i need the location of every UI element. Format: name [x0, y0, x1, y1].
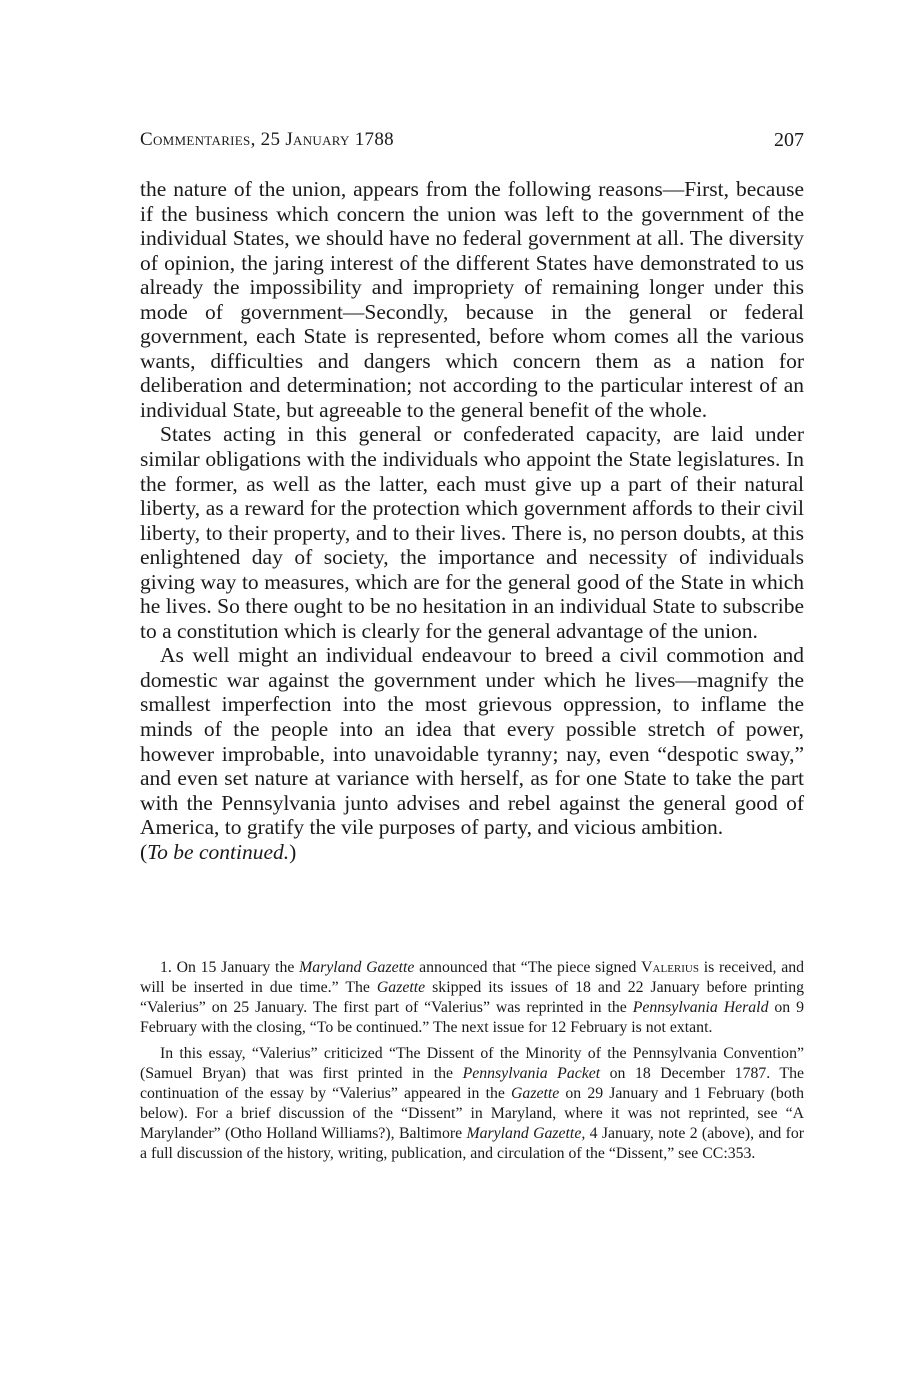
note-2-text: on 18 December 1787. The continuation of the essay by “Valerius” appeared in the [140, 1065, 804, 1102]
continued-open-paren: ( [140, 839, 148, 864]
note-1-text: skipped its issues of 18 and 22 January before printing “Valerius” on 25 January. The first part of “Valerius” was reprinted in the [140, 979, 804, 1016]
paragraph-3: As well might an individual endeavour to breed a civil commotion and domestic war against the government under which he lives—magnify the smallest imperfection into the most grievous oppression, to inflame the minds of the people into an idea that every possible stretch of power, however improbable, into unavoidable tyranny; nay, even “despotic sway,” and even set nature at variance with herself, as for one State to take the part with the Pennsylvania junto advises and rebel against the general good of America, to gratify the vile purposes of party, and vicious ambition. [140, 643, 804, 840]
note-2-text: on 29 January and 1 February (both below). For a brief discussion of the “Dissent” in Maryland, where it was not reprinted, see “A Marylander” (Otho Holland Williams?), Baltimore [140, 1085, 804, 1142]
note-2-title-gazette: Gazette [511, 1085, 560, 1102]
to-be-continued [140, 840, 804, 865]
note-1-text: on 9 February with the closing, “To be continued.” The next issue for 12 February is not extant. [140, 999, 805, 1036]
editorial-notes [140, 958, 804, 1170]
note-1-title-pennsylvania-herald: Pennsylvania Herald [632, 999, 769, 1016]
note-2-text: In this essay, “Valerius” criticized “The Dissent of the Minority of the Pennsylvania Convention” (Samuel Bryan) that was first printed in the [140, 1045, 804, 1082]
note-2 [140, 1044, 804, 1164]
main-text [140, 177, 804, 864]
note-1-title-maryland-gazette: Maryland Gazette [299, 959, 415, 976]
running-title: Commentaries, 25 January 1788 [140, 129, 394, 150]
continued-text: To be continued. [147, 839, 290, 864]
continued-close-paren: ) [289, 839, 297, 864]
note-1-valerius: Valerius [641, 959, 699, 976]
note-1-text: is received, and will be inserted in due time.” The [140, 959, 804, 996]
note-2-title-maryland-gazette: Maryland Gazette, [466, 1125, 586, 1142]
page-number: 207 [774, 129, 804, 151]
note-2-title-pennsylvania-packet: Pennsylvania Packet [462, 1065, 601, 1082]
note-1 [140, 958, 804, 1038]
paragraph-1: the nature of the union, appears from the following reasons—First, because if the business which concern the union was left to the government of the individual States, we should have no federal government at all. The diversity of opinion, the jaring interest of the different States have demonstrated to us already the impossibility and impropriety of remaining longer under this mode of government—Secondly, because in the general or federal government, each State is represented, before whom comes all the various wants, difficulties and dangers which concern them as a nation for deliberation and determination; not according to the particular interest of an individual State, but agreeable to the general benefit of the whole. [140, 177, 804, 422]
running-head [140, 128, 804, 152]
paragraph-2: States acting in this general or confederated capacity, are laid under similar obligations with the individuals who appoint the State legislatures. In the former, as well as the latter, each must give up a part of their natural liberty, as a reward for the protection which government affords to their civil liberty, to their property, and to their lives. There is, no person doubts, at this enlightened day of society, the importance and necessity of individuals giving way to measures, which are for the general good of the State in which he lives. So there ought to be no hesitation in an individual State to subscribe to a constitution which is clearly for the general advantage of the union. [140, 422, 804, 643]
note-1-text: 1. On 15 January the [160, 959, 300, 976]
note-2-text: 4 January, note 2 (above), and for a full discussion of the history, writing, publication, and circulation of the “Dissent,” see CC:353. [140, 1125, 804, 1162]
note-1-title-gazette: Gazette [376, 979, 426, 996]
note-1-text: announced that “The piece signed [414, 959, 642, 976]
